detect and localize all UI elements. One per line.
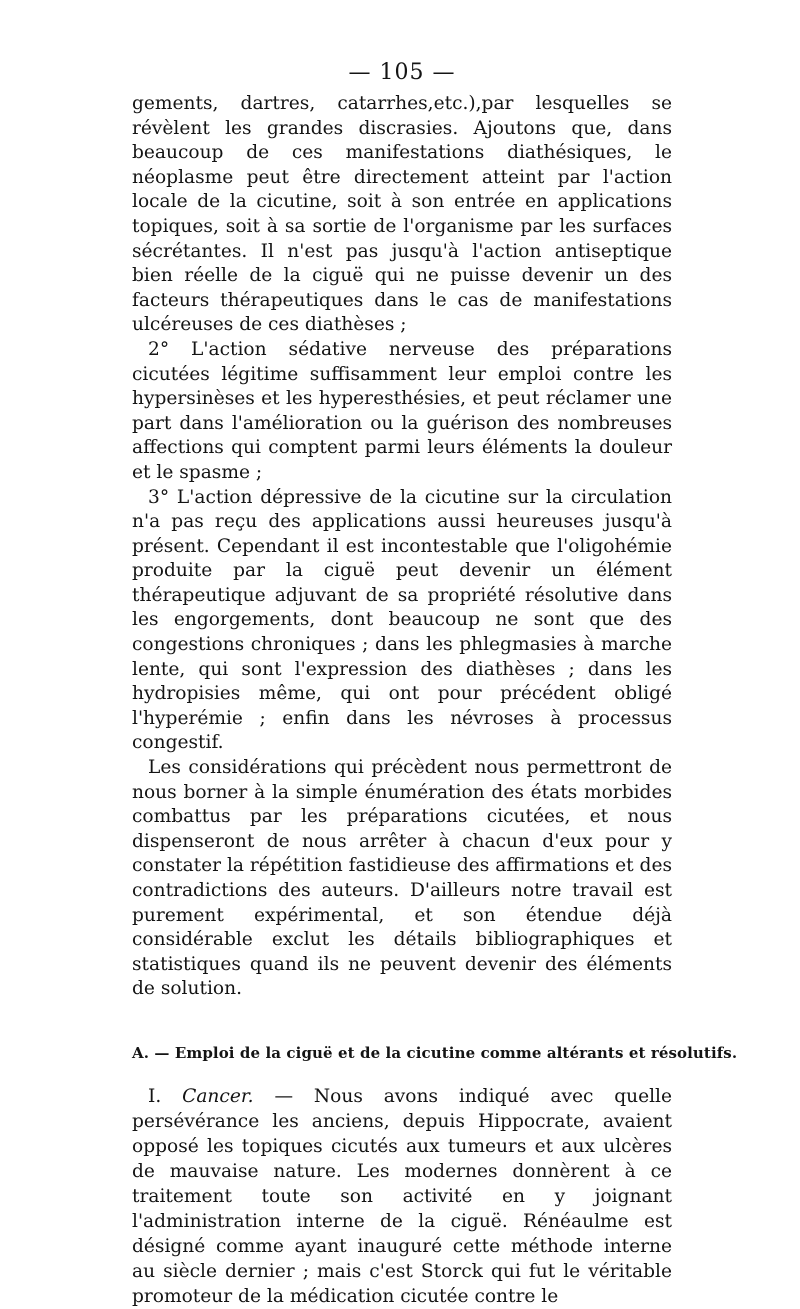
paragraph-depressive-action: 3° L'action dépressive de la cicutine sur la circulation n'a pas reçu des applications aussi heureuses jusqu'à présent. Cependant il est incontestable que l'oligohémie produite par la ciguë peut devenir un élément thérapeutique adjuvant de sa propriété résolutive dans les engorgements, dont beaucoup ne sont que des congestions chroniques ; dans les phlegmasies à marche lente, qui sont l'expression des diathèses ; dans les hydropisies même, qui ont pour précédent obligé l'hyperémie ; enfin dans les névroses à processus congestif. [132,486,672,754]
subsection-cancer [132,1084,672,1309]
section-title: — Emploi de la ciguë et de la cicutine comme altérants et résolutifs. [154,1043,738,1062]
section-heading [132,1042,738,1064]
subsection-label [148,1086,254,1107]
section-letter: A. [132,1043,150,1062]
paragraph-diatheses: gements, dartres, catarrhes,etc.),par lesquelles se révèlent les grandes discrasies. Ajoutons que, dans beaucoup de ces manifestations diathésiques, le néoplasme peut être directement atteint par l'action locale de la cicutine, soit à son entrée en applications topiques, soit à sa sortie de l'organisme par les surfaces sécrétantes. Il n'est pas jusqu'à l'action antiseptique bien réelle de la ciguë qui ne puisse devenir un des facteurs thérapeutiques dans le cas de manifestations ulcéreuses de ces diathèses ; [132,93,672,336]
subsection-text: — Nous avons indiqué avec quelle persévérance les anciens, depuis Hippocrate, avaient opposé les topiques cicutés aux tumeurs et aux ulcères de mauvaise nature. Les modernes donnèrent à ce traitement toute son activité en y joignant l'administration interne de la ciguë. Rénéaulme est désigné comme ayant inauguré cette méthode interne au siècle dernier ; mais c'est Storck qui fut le véritable promoteur de la médication cicutée contre le [132,1085,672,1307]
page-number: — 105 — [348,60,456,85]
subsection-number: I. [148,1085,162,1107]
paragraph-sedative-action: 2° L'action sédative nerveuse des préparations cicutées légitime suffisamment leur emploi contre les hypersinèses et les hyperesthésies, et peut réclamer une part dans l'amélioration ou la guérison des nombreuses affections qui comptent parmi leurs éléments la douleur et le spasme ; [132,338,672,483]
document-page [132,56,738,1309]
subsection-title: Cancer. [182,1085,254,1107]
paragraph-considerations: Les considérations qui précèdent nous permettront de nous borner à la simple énumération des états morbides combattus par les préparations cicutées, et nous dispenseront de nous arrêter à chacun d'eux pour y constater la répétition fastidieuse des affirmations et des contradictions des auteurs. D'ailleurs notre travail est purement expérimental, et son étendue déjà considérable exclut les détails bibliographiques et statistiques quand ils ne peuvent devenir des éléments de solution. [132,757,672,1000]
